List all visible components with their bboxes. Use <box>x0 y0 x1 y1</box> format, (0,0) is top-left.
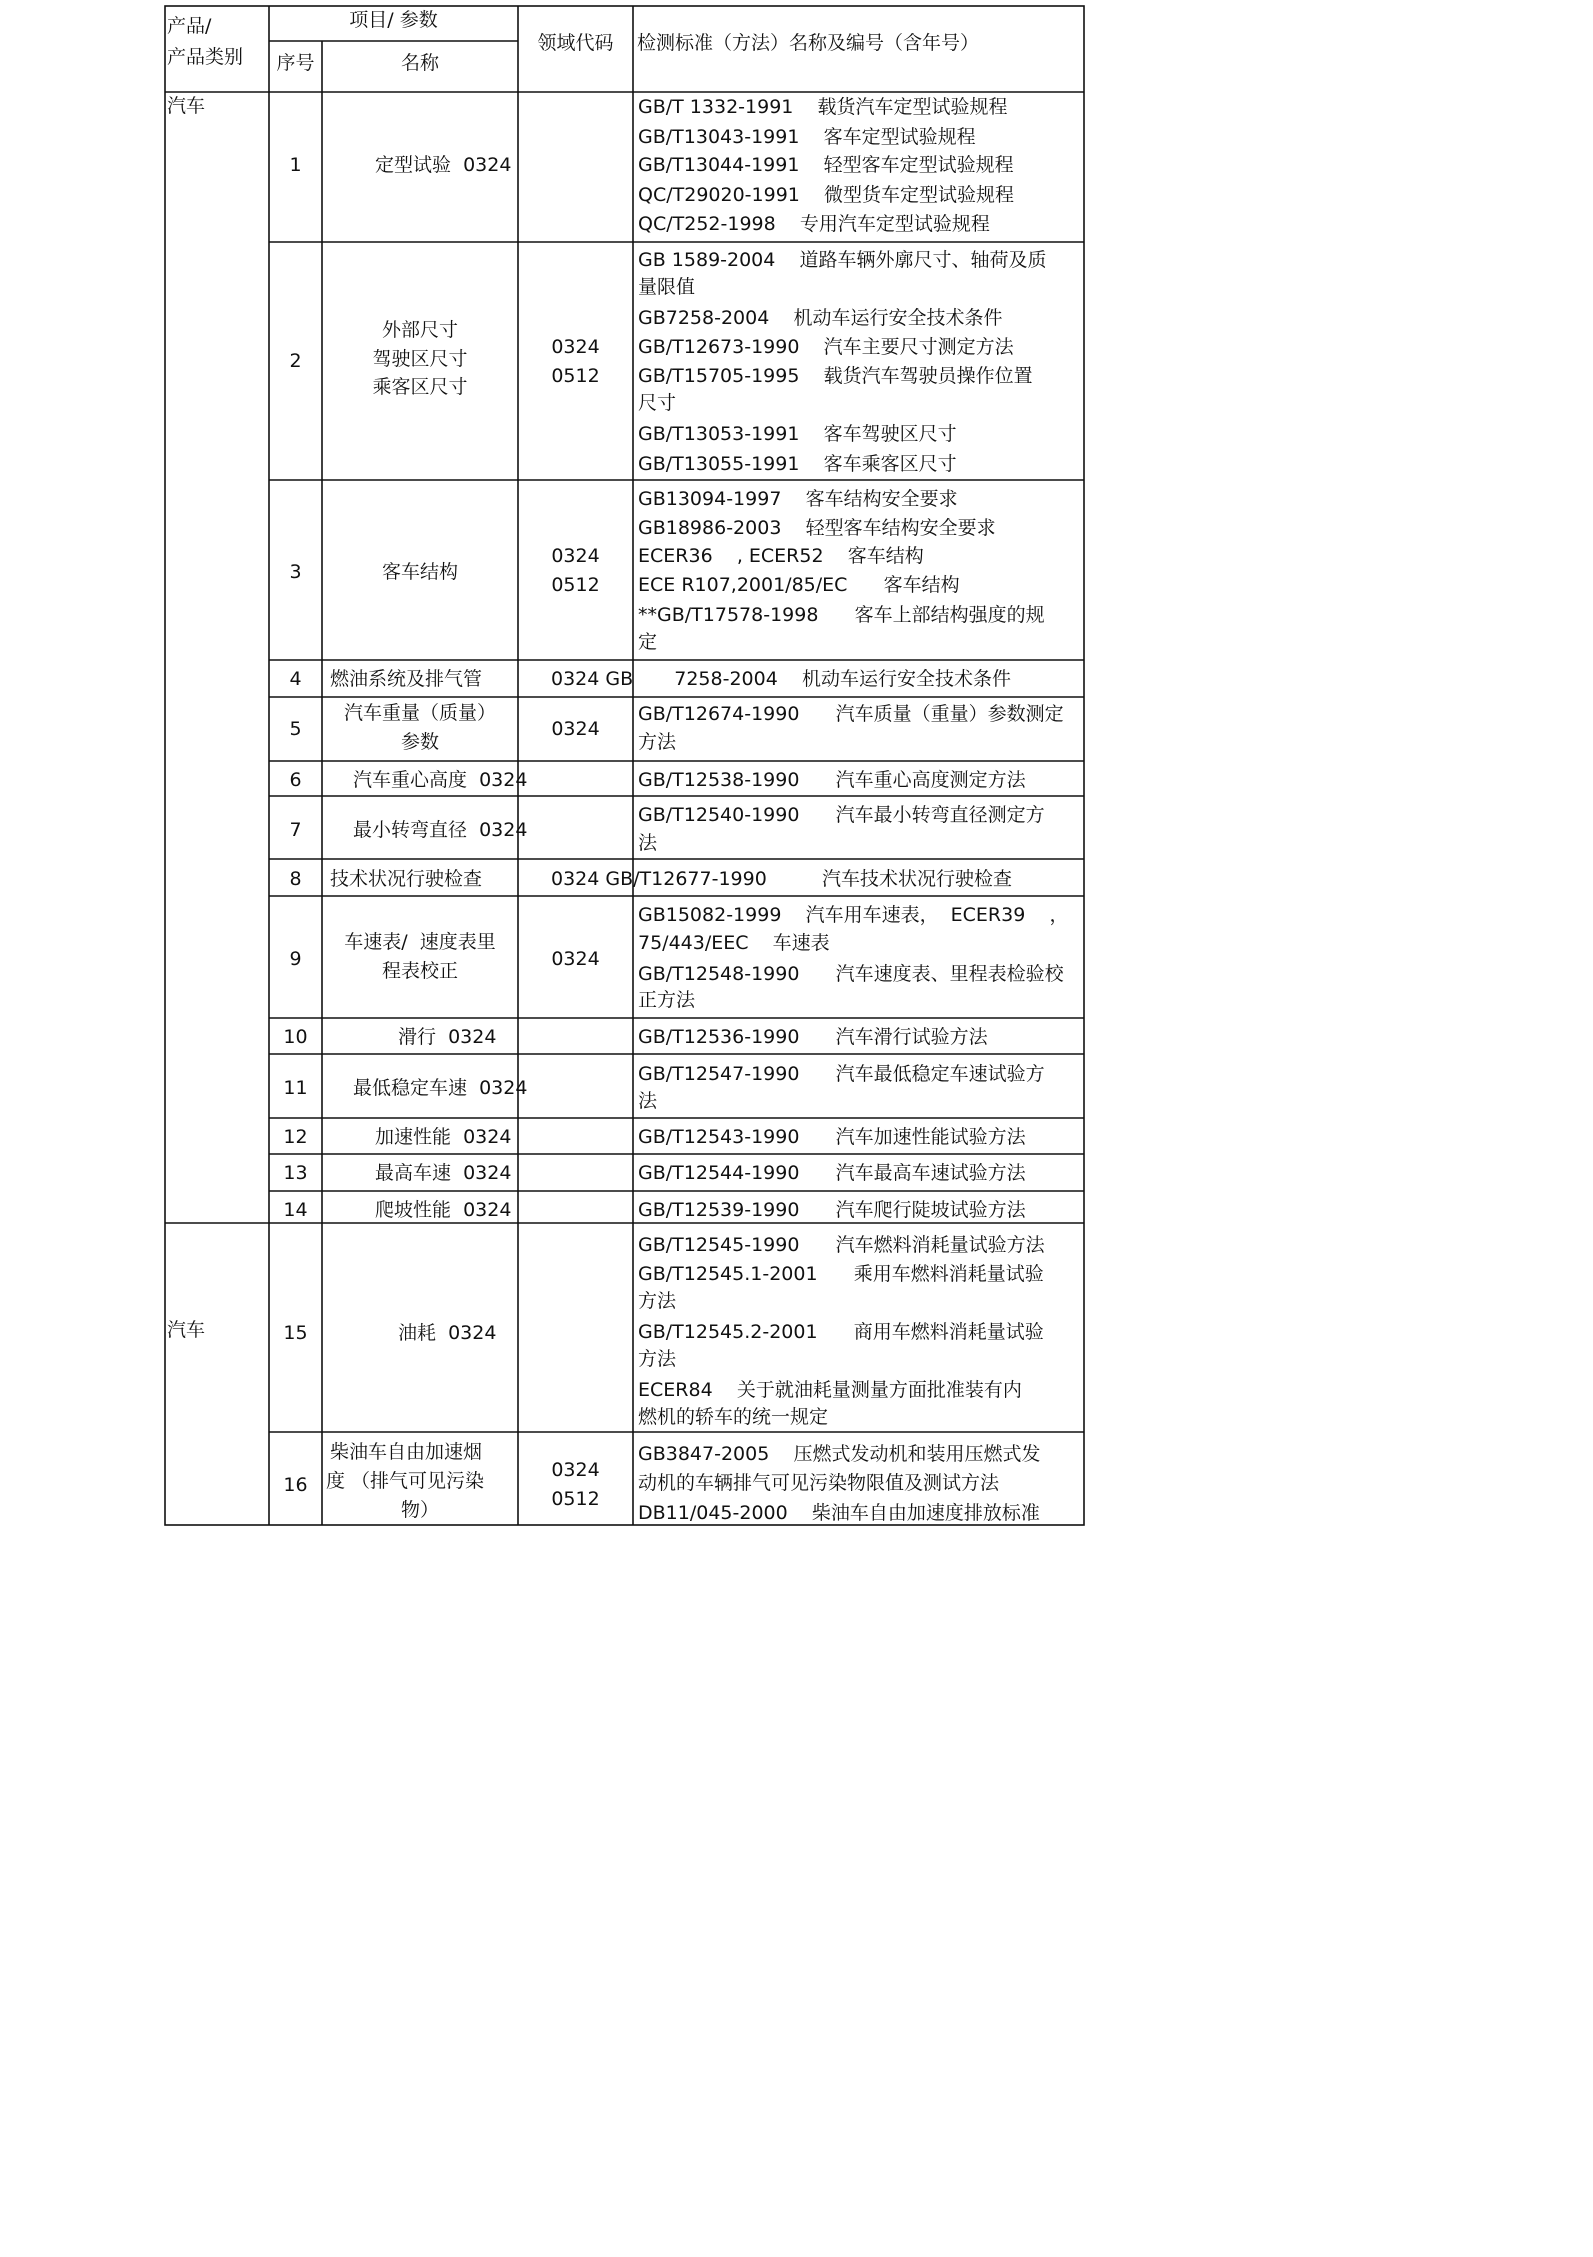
row-no: 4 <box>289 668 302 690</box>
row-name: 最高车速 0324 <box>375 1162 512 1184</box>
row-standard-line: GB/T13043-1991 客车定型试验规程 <box>638 126 976 148</box>
row-standard-line: GB/T12543-1990 汽车加速性能试验方法 <box>638 1126 1026 1148</box>
row-standard-line: GB/T12545.2-2001 商用车燃料消耗量试验 <box>638 1321 1044 1343</box>
row-code: 0324 <box>551 336 600 358</box>
row-standard-line: GB 1589-2004 道路车辆外廓尺寸、轴荷及质 <box>638 249 1047 271</box>
row-standard-line: GB/T12548-1990 汽车速度表、里程表检验校 <box>638 963 1064 985</box>
row-name: 乘客区尺寸 <box>372 376 468 398</box>
row-standard-line: GB18986-2003 轻型客车结构安全要求 <box>638 517 996 539</box>
row-standard-line: 方法 <box>638 1290 677 1312</box>
row-name: 驾驶区尺寸 <box>372 348 468 370</box>
row-name: 油耗 0324 <box>398 1322 497 1344</box>
row-standard-line: ECE R107,2001/85/EC 客车结构 <box>638 574 960 596</box>
row-standard-line: 正方法 <box>638 989 696 1011</box>
row-standard-line: GB/T12673-1990 汽车主要尺寸测定方法 <box>638 336 1014 358</box>
row-standard-line: 动机的车辆排气可见污染物限值及测试方法 <box>638 1472 1000 1494</box>
header-no: 序号 <box>276 52 315 74</box>
row-code: 0324 GB/T12677-1990 <box>551 868 767 890</box>
row-name: 定型试验 0324 <box>375 154 512 176</box>
row-standard-line: GB15082-1999 汽车用车速表， ECER39 ， <box>638 904 1069 926</box>
header-field-code: 领域代码 <box>537 32 614 54</box>
row-standard-line: GB3847-2005 压燃式发动机和装用压燃式发 <box>638 1443 1041 1465</box>
row-standard-line: GB13094-1997 客车结构安全要求 <box>638 488 958 510</box>
row-standard-line: GB/T12540-1990 汽车最小转弯直径测定方 <box>638 804 1045 826</box>
group-label: 汽车 <box>167 1319 206 1341</box>
row-standard-line: 方法 <box>638 1348 677 1370</box>
row-standard-line: GB/T13055-1991 客车乘客区尺寸 <box>638 453 957 475</box>
header-standard: 检测标准（方法）名称及编号（含年号） <box>637 32 980 54</box>
row-name: 参数 <box>400 731 439 753</box>
row-standard-line: 方法 <box>638 731 677 753</box>
row-no: 5 <box>289 718 302 740</box>
row-standard-line: GB/T12538-1990 汽车重心高度测定方法 <box>638 769 1026 791</box>
row-standard-line: GB/T15705-1995 载货汽车驾驶员操作位置 <box>638 365 1033 387</box>
row-code: 0324 GB <box>551 668 634 690</box>
row-standard-line: 尺寸 <box>638 392 677 414</box>
row-code: 0512 <box>551 1488 600 1510</box>
row-standard-line: GB/T12547-1990 汽车最低稳定车速试验方 <box>638 1063 1045 1085</box>
row-name: 客车结构 <box>381 561 458 583</box>
row-standard-line: 汽车技术状况行驶检查 <box>822 868 1013 890</box>
row-code: 0324 <box>551 718 600 740</box>
row-name: 外部尺寸 <box>381 319 458 341</box>
row-no: 9 <box>289 948 302 970</box>
row-standard-line: QC/T29020-1991 微型货车定型试验规程 <box>638 184 1015 206</box>
row-name: 车速表/ 速度表里 <box>344 931 496 953</box>
row-name: 物） <box>400 1499 439 1521</box>
row-standard-line: GB/T12674-1990 汽车质量（重量）参数测定 <box>638 703 1064 725</box>
row-standard-line: ECER84 关于就油耗量测量方面批准装有内 <box>638 1379 1022 1401</box>
row-standard-line: GB/T13044-1991 轻型客车定型试验规程 <box>638 154 1014 176</box>
row-code: 0512 <box>551 574 600 596</box>
row-no: 15 <box>283 1322 308 1344</box>
row-no: 1 <box>289 154 302 176</box>
row-standard-line: 法 <box>638 832 658 854</box>
row-no: 14 <box>283 1199 308 1221</box>
header-item-param: 项目/ 参数 <box>349 9 438 31</box>
row-name: 滑行 0324 <box>398 1026 497 1048</box>
row-standard-line: GB/T12545-1990 汽车燃料消耗量试验方法 <box>638 1234 1045 1256</box>
row-standard-line: **GB/T17578-1998 客车上部结构强度的规 <box>638 604 1045 626</box>
row-code: 0324 <box>551 1459 600 1481</box>
row-name: 汽车重心高度 0324 <box>353 769 528 791</box>
row-standard-line: GB/T12545.1-2001 乘用车燃料消耗量试验 <box>638 1263 1044 1285</box>
row-no: 12 <box>283 1126 308 1148</box>
row-standard-line: GB/T12536-1990 汽车滑行试验方法 <box>638 1026 988 1048</box>
row-no: 11 <box>283 1077 308 1099</box>
group-label: 汽车 <box>167 95 206 117</box>
row-no: 13 <box>283 1162 308 1184</box>
row-name: 燃油系统及排气管 <box>330 668 483 690</box>
row-no: 8 <box>289 868 302 890</box>
row-code: 0324 <box>551 948 600 970</box>
row-standard-line: GB7258-2004 机动车运行安全技术条件 <box>638 307 1003 329</box>
row-standard-line: 燃机的轿车的统一规定 <box>638 1406 829 1428</box>
row-standard-line: ECER36 , ECER52 客车结构 <box>638 545 924 567</box>
header-category-line-2: 产品类别 <box>167 46 244 68</box>
row-standard-line: QC/T252-1998 专用汽车定型试验规程 <box>638 213 990 235</box>
row-name: 最小转弯直径 0324 <box>353 819 528 841</box>
row-standard-line: 量限值 <box>638 276 696 298</box>
row-standard-line: GB/T12539-1990 汽车爬行陡坡试验方法 <box>638 1199 1026 1221</box>
row-name: 度 （排气可见污染 <box>326 1470 485 1492</box>
row-name: 柴油车自由加速烟 <box>330 1441 483 1463</box>
row-code: 0512 <box>551 365 600 387</box>
row-no: 16 <box>283 1474 308 1496</box>
row-standard-line: GB/T12544-1990 汽车最高车速试验方法 <box>638 1162 1026 1184</box>
row-code: 0324 <box>551 545 600 567</box>
row-no: 3 <box>289 561 302 583</box>
row-no: 2 <box>289 350 302 372</box>
row-name: 技术状况行驶检查 <box>330 868 483 890</box>
row-name: 加速性能 0324 <box>375 1126 512 1148</box>
row-standard-line: DB11/045-2000 柴油车自由加速度排放标准 <box>638 1502 1040 1524</box>
header-category-line-1: 产品/ <box>167 15 212 37</box>
row-no: 6 <box>289 769 302 791</box>
row-name: 最低稳定车速 0324 <box>353 1077 528 1099</box>
row-name: 爬坡性能 0324 <box>375 1199 512 1221</box>
row-standard-line: 7258-2004 机动车运行安全技术条件 <box>638 668 1011 690</box>
row-standard-line: 定 <box>638 631 658 653</box>
row-standard-line: 75/443/EEC 车速表 <box>638 932 830 954</box>
row-no: 10 <box>283 1026 308 1048</box>
row-standard-line: GB/T13053-1991 客车驾驶区尺寸 <box>638 423 957 445</box>
row-standard-line: GB/T 1332-1991 载货汽车定型试验规程 <box>638 96 1008 118</box>
row-name: 汽车重量（质量） <box>343 702 496 724</box>
header-name: 名称 <box>400 52 439 74</box>
row-no: 7 <box>289 819 302 841</box>
row-standard-line: 法 <box>638 1090 658 1112</box>
row-name: 程表校正 <box>381 960 458 982</box>
